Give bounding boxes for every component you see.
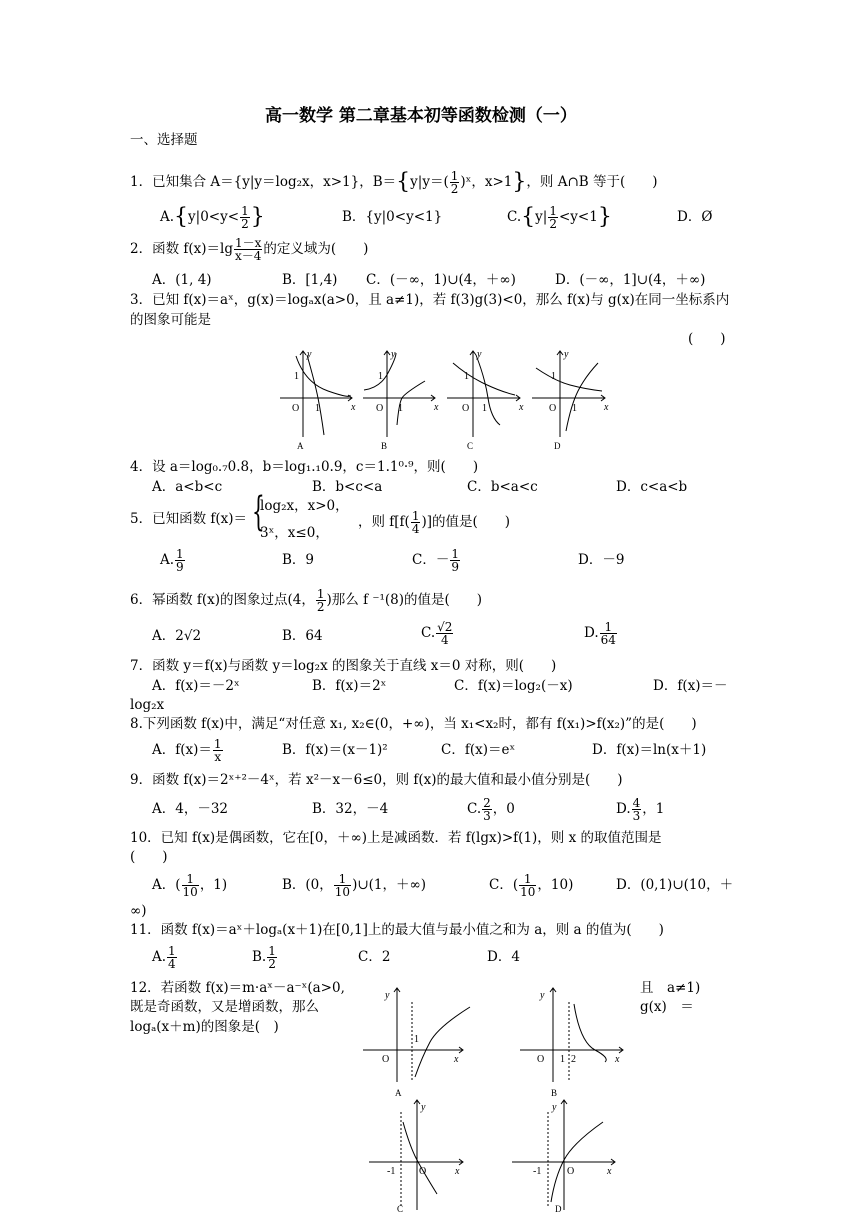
page-title: 高一数学 第二章基本初等函数检测（一）	[265, 106, 577, 126]
question-3-graphs	[270, 343, 620, 455]
piecewise-case-2: 3ˣ，x≤0，	[260, 525, 329, 541]
question-4-option-a: A．a<b<c	[152, 479, 223, 495]
question-5-option-b: B．9	[282, 552, 315, 568]
graph-label-one: 1	[551, 371, 556, 382]
question-11-option-b: B. $\frac{1}{2}$	[252, 944, 276, 971]
question-5-stem: 5．已知函数 f(x)＝	[130, 511, 248, 527]
graph-label-x: x	[604, 402, 609, 413]
question-3-answer-paren: ( )	[688, 331, 726, 347]
graph-caption-d: D	[554, 441, 561, 451]
graph-label-one: 1	[464, 371, 469, 382]
graph-caption-c: C	[467, 441, 474, 451]
question-1-stem: 1．已知集合 A＝{y|y＝log₂x，x>1}，B＝{y|y＝( $\frac{1}{2}$ )ˣ，x>1}，则 A∩B 等于( )	[130, 169, 658, 196]
question-10-option-d: D．(0,1)∪(10，＋	[616, 877, 734, 893]
question-12-right-1: 且 a≠1)	[640, 980, 701, 996]
graph-label-one: 1	[560, 1054, 565, 1065]
question-8-option-c: C．f(x)＝eˣ	[441, 742, 516, 758]
graph-label-neg1: -1	[387, 1166, 396, 1177]
graph-label-x: x	[615, 1054, 620, 1065]
graph-label-origin: O	[419, 1166, 427, 1177]
graph-label-y: y	[477, 349, 482, 360]
question-4-stem: 4．设 a＝log₀.₇0.8，b＝log₁.₁0.9，c＝1.1⁰·⁹，则( )	[130, 459, 479, 475]
question-9-option-b: B．32，－4	[312, 801, 389, 817]
graph-label-origin: O	[549, 403, 557, 414]
question-2-option-a: A．(1, 4)	[152, 272, 212, 288]
question-1-option-d: D．Ø	[677, 209, 713, 225]
question-9-stem: 9．函数 f(x)＝2ˣ⁺²－4ˣ，若 x²－x－6≤0，则 f(x)的最大值和最小值分别是( )	[130, 772, 623, 788]
question-12-line-1: 12．若函数 f(x)＝m·aˣ－a⁻ˣ(a>0,	[130, 980, 345, 996]
graph-label-origin: O	[462, 403, 470, 414]
graph-label-y: y	[552, 1102, 557, 1113]
graph-label-origin: O	[292, 403, 300, 414]
graph-caption-a: A	[395, 1088, 402, 1098]
graph-label-y: y	[391, 349, 396, 360]
question-10-option-d-cont: ∞)	[130, 903, 147, 919]
question-12-line-2: 既是奇函数，又是增函数，那么	[130, 999, 319, 1015]
graph-caption-a: A	[297, 441, 304, 451]
question-2-option-c: C．(－∞，1)∪(4，＋∞)	[366, 272, 516, 288]
question-9-option-d: D. $\frac{4}{3}$ ，1	[616, 796, 665, 823]
piecewise-case-1: log₂x，x>0，	[260, 498, 349, 514]
question-11-option-a: A. $\frac{1}{4}$	[152, 944, 176, 971]
question-7-option-d-cont: log₂x	[130, 697, 165, 713]
question-12-line-3: logₐ(x＋m)的图象是( )	[130, 1019, 279, 1035]
question-12-right-2: g(x) ＝	[640, 999, 694, 1015]
graph-caption-b: B	[381, 441, 388, 451]
question-6-option-a: A．2√2	[152, 628, 202, 644]
piecewise-brace: {	[252, 489, 265, 535]
graph-label-y: y	[540, 990, 545, 1001]
graph-label-one: 1	[315, 403, 320, 414]
question-6-option-b: B．64	[282, 628, 323, 644]
question-3-line-2: 的图象可能是	[130, 312, 211, 328]
graph-label-two: 2	[571, 1054, 576, 1065]
question-11-option-d: D．4	[487, 949, 520, 965]
graph-label-neg1: -1	[533, 1166, 542, 1177]
question-8-stem: 8.下列函数 f(x)中，满足“对任意 x₁, x₂∈(0，+∞)，当 x₁<x₂时，都有 f(x₁)>f(x₂)”的是( )	[130, 716, 697, 732]
question-7-option-b: B．f(x)＝2ˣ	[312, 678, 387, 694]
question-2-option-b: B．[1,4)	[282, 272, 338, 288]
question-3-line-1: 3．已知 f(x)＝aˣ，g(x)＝logₐx(a>0，且 a≠1)，若 f(3)g(3)<0，那么 f(x)与 g(x)在同一坐标系内	[130, 292, 730, 308]
question-2-stem: 2．函数 f(x)＝lg $\frac{1-x}{x-4}$ 的定义域为( )	[130, 236, 369, 263]
graph-label-one: 1	[482, 403, 487, 414]
graph-label-y: y	[564, 349, 569, 360]
question-10-option-a: A．( $\frac{1}{10}$ ，1)	[152, 872, 228, 899]
question-8-option-a: A．f(x)＝ $\frac{1}{x}$	[152, 737, 222, 764]
graph-caption-c: C	[397, 1204, 404, 1214]
question-12-graphs	[355, 982, 635, 1214]
question-1-option-c: C.{y| $\frac{1}{2}$ <y<1}	[507, 204, 612, 231]
question-9-option-c: C. $\frac{2}{3}$ ，0	[467, 796, 515, 823]
section-heading: 一、选择题	[130, 132, 198, 148]
question-7-option-c: C．f(x)＝log₂(－x)	[454, 678, 573, 694]
question-5-stem-cont: ，则 f[f( $\frac{1}{4}$ )]的值是( )	[358, 509, 511, 536]
question-7-option-a: A．f(x)＝－2ˣ	[152, 678, 240, 694]
question-5-option-d: D．－9	[578, 552, 625, 568]
graph-label-x: x	[519, 402, 524, 413]
question-6-option-c: C. $\frac{√2}{4}$	[421, 620, 453, 647]
question-10-line-1: 10．已知 f(x)是偶函数，它在[0，＋∞)上是减函数．若 f(lgx)>f(1)，则 x 的取值范围是	[130, 830, 662, 846]
graph-label-y: y	[385, 990, 390, 1001]
question-2-option-d: D．(－∞，1]∪(4，＋∞)	[555, 272, 706, 288]
question-8-option-d: D．f(x)＝ln(x＋1)	[592, 742, 707, 758]
graph-label-origin: O	[382, 1054, 390, 1065]
question-6-stem: 6．幂函数 f(x)的图象过点(4， $\frac{1}{2}$ )那么 f ⁻¹(8)的值是( )	[130, 587, 483, 614]
graph-label-y: y	[421, 1102, 426, 1113]
graph-label-origin: O	[376, 403, 384, 414]
question-4-option-b: B．b<c<a	[312, 479, 383, 495]
question-9-option-a: A．4，－32	[152, 801, 229, 817]
graph-caption-d: D	[555, 1204, 562, 1214]
graph-label-one: 1	[572, 403, 577, 414]
question-7-stem: 7．函数 y＝f(x)与函数 y＝log₂x 的图象关于直线 x＝0 对称，则( )	[130, 658, 557, 674]
graph-label-one: 1	[398, 403, 403, 414]
question-5-option-c: C．－ $\frac{1}{9}$	[412, 547, 459, 574]
graph-label-y: y	[307, 349, 312, 360]
graph-label-x: x	[607, 1166, 612, 1177]
question-4-option-d: D．c<a<b	[616, 479, 688, 495]
question-4-option-c: C．b<a<c	[467, 479, 538, 495]
graph-label-x: x	[434, 402, 439, 413]
question-1-option-a: A.{y|0<y< $\frac{1}{2}$ }	[160, 204, 265, 231]
question-6-option-d: D. $\frac{1}{64}$	[584, 620, 616, 647]
graph-label-one: 1	[414, 1034, 419, 1045]
question-8-option-b: B．f(x)＝(x－1)²	[282, 742, 388, 758]
question-5-option-a: A. $\frac{1}{9}$	[160, 547, 184, 574]
graph-label-x: x	[351, 402, 356, 413]
graph-caption-b: B	[551, 1088, 558, 1098]
question-10-option-c: C．( $\frac{1}{10}$ ，10)	[489, 872, 574, 899]
graph-label-x: x	[454, 1054, 459, 1065]
graph-label-one: 1	[294, 371, 299, 382]
graph-label-origin: O	[567, 1166, 575, 1177]
question-11-stem: 11．函数 f(x)＝aˣ＋logₐ(x＋1)在[0,1]上的最大值与最小值之和为 a，则 a 的值为( )	[130, 922, 664, 938]
graph-label-x: x	[455, 1166, 460, 1177]
graph-label-origin: O	[537, 1054, 545, 1065]
question-1-option-b: B．{y|0<y<1}	[342, 209, 443, 225]
question-7-option-d: D．f(x)＝－	[653, 678, 728, 694]
question-11-option-c: C．2	[358, 949, 391, 965]
question-10-option-b: B．(0， $\frac{1}{10}$ )∪(1，＋∞)	[282, 872, 427, 899]
question-10-line-2: ( )	[130, 849, 168, 865]
graph-label-one: 1	[378, 371, 383, 382]
